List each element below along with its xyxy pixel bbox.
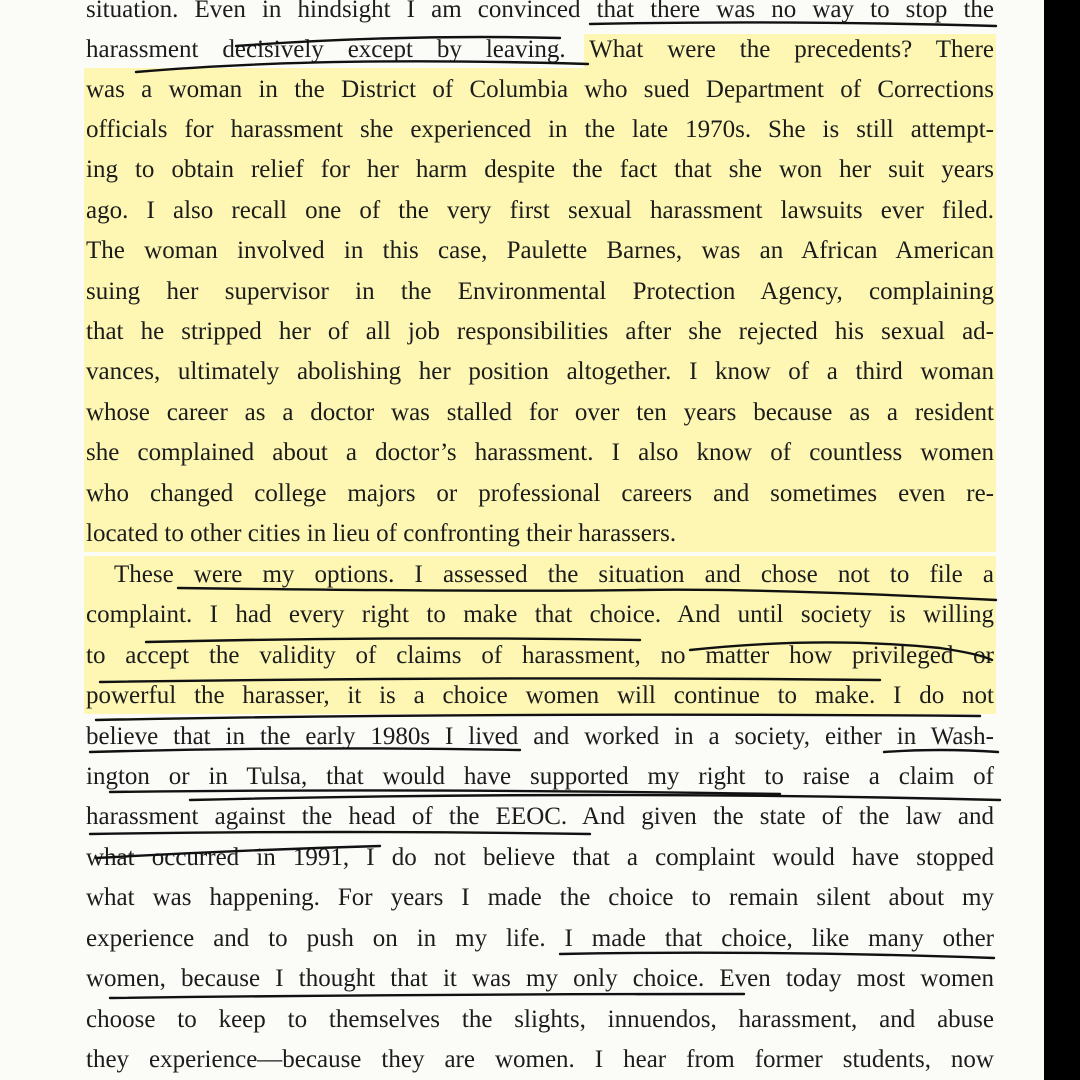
text-line: whose career as a doctor was stalled for over ten years because as a resident — [86, 399, 994, 426]
text-line: she complained about a doctor’s harassment. I also know of countless women — [86, 439, 994, 466]
text-line: believe that in the early 1980s I lived and worked in a society, either in Wash- — [86, 723, 994, 750]
text-line: women, because I thought that it was my only choice. Even today most women — [86, 965, 994, 992]
text-line: ington or in Tulsa, that would have supported my right to raise a claim of — [86, 763, 994, 790]
text-line: harassment decisively except by leaving. What were the precedents? There — [86, 36, 994, 63]
text-line: choose to keep to themselves the slights, innuendos, harassment, and abuse — [86, 1006, 994, 1033]
text-line: situation. Even in hindsight I am convinced that there was no way to stop the — [86, 0, 994, 23]
text-line: that he stripped her of all job responsibilities after she rejected his sexual ad- — [86, 318, 994, 345]
text-line: ago. I also recall one of the very first sexual harassment lawsuits ever filed. — [86, 197, 994, 224]
text-line: powerful the harasser, it is a choice women will continue to make. I do not — [86, 682, 994, 709]
text-line: complaint. I had every right to make that choice. And until society is willing — [86, 601, 994, 628]
text-line: was a woman in the District of Columbia who sued Department of Corrections — [86, 76, 994, 103]
page-edge — [1044, 0, 1080, 1080]
text-line: harassment against the head of the EEOC. And given the state of the law and — [86, 803, 994, 830]
text-line: suing her supervisor in the Environmental Protection Agency, complaining — [86, 278, 994, 305]
text-line: experience and to push on in my life. I made that choice, like many other — [86, 925, 994, 952]
text-line: what was happening. For years I made the choice to remain silent about my — [86, 884, 994, 911]
text-line: officials for harassment she experienced in the late 1970s. She is still attempt- — [86, 116, 994, 143]
text-line: they experience—because they are women. I hear from former students, now — [86, 1046, 994, 1073]
text-line: what occurred in 1991, I do not believe that a complaint would have stopped — [86, 844, 994, 871]
text-line: ing to obtain relief for her harm despite the fact that she won her suit years — [86, 156, 994, 183]
text-line: who changed college majors or professional careers and sometimes even re- — [86, 480, 994, 507]
text-line: to accept the validity of claims of harassment, no matter how privileged or — [86, 642, 994, 669]
text-line: located to other cities in lieu of confronting their harassers. — [86, 520, 677, 547]
text-line: These were my options. I assessed the situation and chose not to file a — [114, 561, 994, 588]
text-line: The woman involved in this case, Paulette Barnes, was an African American — [86, 237, 994, 264]
text-line: vances, ultimately abolishing her position altogether. I know of a third woman — [86, 358, 994, 385]
